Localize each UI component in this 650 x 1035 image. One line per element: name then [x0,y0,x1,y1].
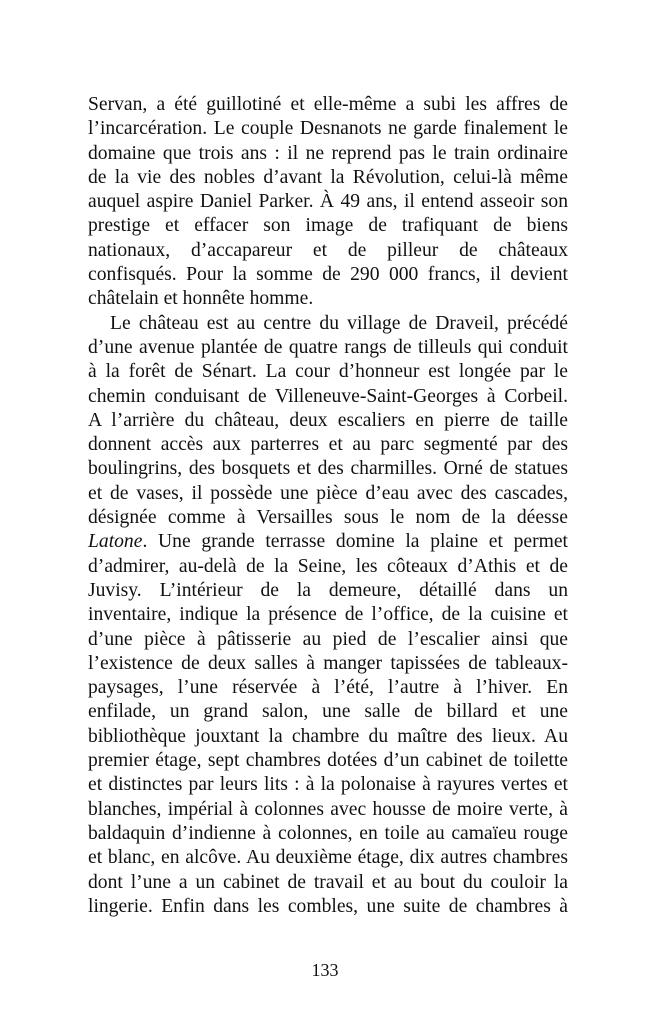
text-line: premier étage, sept chambres dotées d’un cabinet de toilette [88,750,568,772]
text-line: d’une pièce à pâtisserie au pied de l’escalier ainsi que [88,628,568,650]
text-line: à la forêt de Sénart. La cour d’honneur est longée par le [88,361,568,383]
text-line: confisqués. Pour la somme de 290 000 francs, il devient [88,264,568,286]
page-number: 133 [311,960,339,980]
text-line: l’existence de deux salles à manger tapissées de tableaux- [88,652,568,674]
text-line: et distinctes par leurs lits : à la polonaise à rayures vertes et [88,774,568,796]
text-line: blanches, impérial à colonnes avec housse de moire verte, à [88,798,568,820]
italic-word: Latone [88,531,143,553]
text-line: désignée comme à Versailles sous le nom de la déesse [88,507,568,529]
paragraph-1 [88,93,568,312]
text-line: de la vie des nobles d’avant la Révolution, celui-là même [88,166,568,188]
text-line: prestige et effacer son image de trafiquant de biens [88,215,568,237]
text-line: Juvisy. L’intérieur de la demeure, détaillé dans un [88,579,568,601]
text-line: dont l’une a un cabinet de travail et au bout du couloir la [88,871,568,893]
text-line: d’admirer, au-delà de la Seine, les côteaux d’Athis et de [88,555,568,577]
text-line: bibliothèque jouxtant la chambre du maître des lieux. Au [88,725,568,747]
text-line: auquel aspire Daniel Parker. À 49 ans, il entend asseoir son [88,191,568,213]
text-line: domaine que trois ans : il ne reprend pas le train ordinaire [88,142,568,164]
text-line: et blanc, en alcôve. Au deuxième étage, dix autres chambres [88,847,568,869]
text-line: inventaire, indique la présence de l’office, de la cuisine et [88,604,568,626]
text-line: chemin conduisant de Villeneuve-Saint-Georges à Corbeil. [88,385,568,407]
paragraph-2 [88,312,568,919]
text-line: et de vases, il possède une pièce d’eau avec des cascades, [88,482,568,504]
text-line: enfilade, un grand salon, une salle de billard et une [88,701,568,723]
text-line: baldaquin d’indienne à colonnes, en toile au camaïeu rouge [88,822,568,844]
text-line: Le château est au centre du village de Draveil, précédé [110,312,568,334]
text-line: lingerie. Enfin dans les combles, une suite de chambres à [88,895,568,917]
page-body [88,93,568,919]
text-line: châtelain et honnête homme. [88,288,314,310]
text-line: Latone. Une grande terrasse domine la plaine et permet [88,531,568,553]
text-line: A l’arrière du château, deux escaliers en pierre de taille [88,409,568,431]
text-line: Servan, a été guillotiné et elle-même a subi les affres de [88,94,568,115]
text-line: nationaux, d’accapareur et de pilleur de châteaux [88,239,568,261]
text-line: paysages, l’une réservée à l’été, l’autre à l’hiver. En [88,677,568,699]
text-line: donnent accès aux parterres et au parc segmenté par des [88,434,568,456]
text-line: d’une avenue plantée de quatre rangs de tilleuls qui conduit [88,336,568,358]
text-line: boulingrins, des bosquets et des charmilles. Orné de statues [88,458,568,480]
text-line: l’incarcération. Le couple Desnanots ne garde finalement le [88,118,568,140]
